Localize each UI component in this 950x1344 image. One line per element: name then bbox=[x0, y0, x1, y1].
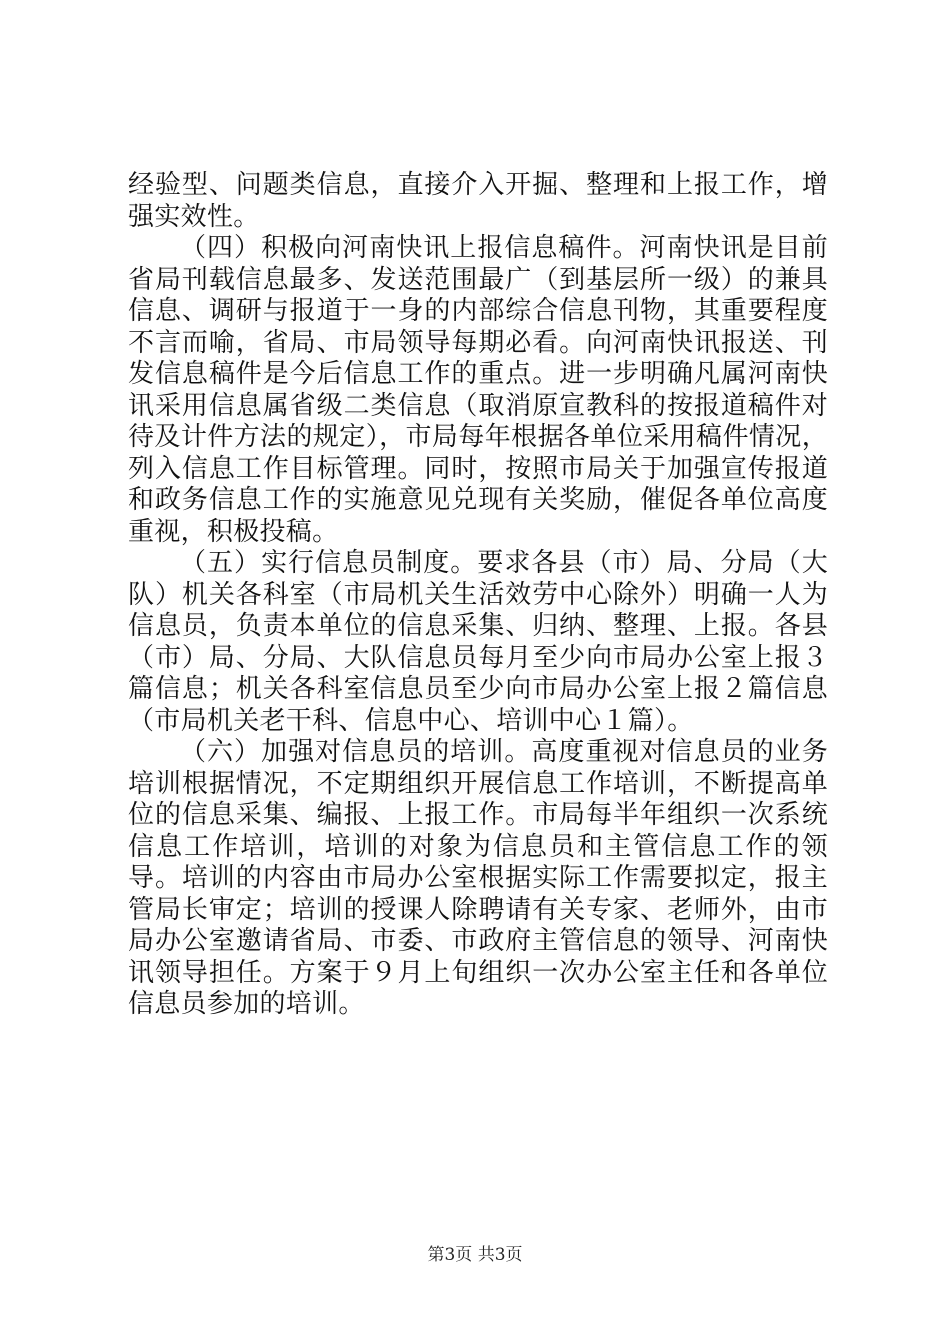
paragraph-section-4: （四）积极向河南快讯上报信息稿件。河南快讯是目前省局刊载信息最多、发送范围最广（到基层所一级）的兼具信息、调研与报道于一身的内部综合信息刊物，其重要程度不言而喻，省局、市局领导每期必看。向河南快讯报送、刊发信息稿件是今后信息工作的重点。进一步明确凡属河南快讯采用信息属省级二类信息（取消原宣教科的按报道稿件对待及计件方法的规定），市局每年根据各单位采用稿件情况，列入信息工作目标管理。同时，按照市局关于加强宣传报道和政务信息工作的实施意见兑现有关奖励，催促各单位高度重视，积极投稿。 bbox=[128, 233, 828, 547]
document-body bbox=[128, 170, 828, 1021]
page-number-footer: 第3页 共3页 bbox=[427, 1245, 523, 1265]
paragraph-section-5: （五）实行信息员制度。要求各县（市）局、分局（大队）机关各科室（市局机关生活效劳中心除外）明确一人为信息员，负责本单位的信息采集、归纳、整理、上报。各县（市）局、分局、大队信息员每月至少向市局办公室上报３篇信息；机关各科室信息员至少向市局办公室上报２篇信息（市局机关老干科、信息中心、培训中心１篇）。 bbox=[128, 548, 828, 736]
paragraph-continuation: 经验型、问题类信息，直接介入开掘、整理和上报工作，增强实效性。 bbox=[128, 170, 828, 232]
paragraph-section-6: （六）加强对信息员的培训。高度重视对信息员的业务培训根据情况，不定期组织开展信息工作培训，不断提高单位的信息采集、编报、上报工作。市局每半年组织一次系统信息工作培训，培训的对象为信息员和主管信息工作的领导。培训的内容由市局办公室根据实际工作需要拟定，报主管局长审定；培训的授课人除聘请有关专家、老师外，由市局办公室邀请省局、市委、市政府主管信息的领导、河南快讯领导担任。方案于９月上旬组织一次办公室主任和各单位信息员参加的培训。 bbox=[128, 737, 828, 1019]
